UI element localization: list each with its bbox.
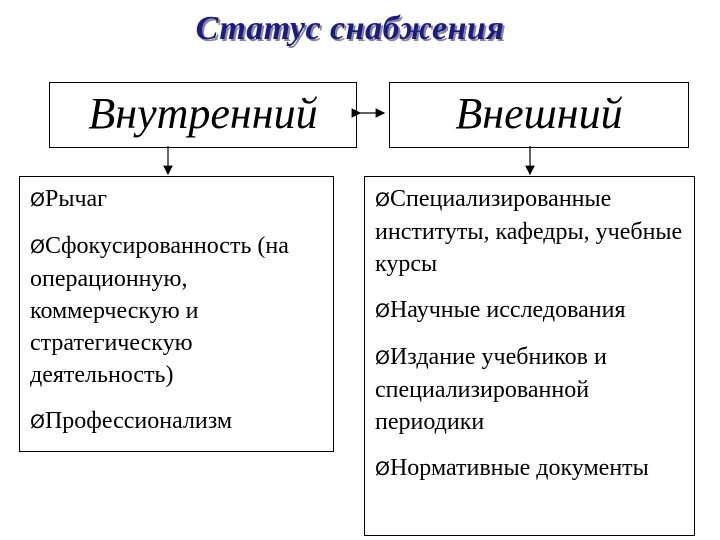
list-item: ØСпециализированные институты, кафедры, учебные курсы <box>375 186 683 277</box>
external-items-box <box>364 176 695 536</box>
bullet-arrow-icon: Ø <box>30 189 45 211</box>
list-item: ØПрофессионализм <box>30 408 233 434</box>
bullet-arrow-icon: Ø <box>375 189 390 211</box>
external-header-label: Внешний <box>455 89 623 138</box>
list-item: ØНормативные документы <box>375 455 649 481</box>
internal-header-label: Внутренний <box>88 89 318 138</box>
bullet-arrow-icon: Ø <box>30 411 45 433</box>
bullet-arrow-icon: Ø <box>375 347 390 369</box>
list-item: ØРычаг <box>30 186 108 212</box>
bullet-arrow-icon: Ø <box>375 458 390 480</box>
bullet-arrow-icon: Ø <box>375 300 390 322</box>
diagram-title: Статус снабжения <box>195 10 505 47</box>
list-item: ØИздание учебников и специализированной периодики <box>375 344 607 435</box>
internal-items-box <box>19 176 334 452</box>
bullet-arrow-icon: Ø <box>30 236 45 258</box>
list-item: ØНаучные исследования <box>375 297 626 323</box>
list-item: ØСфокусированность (на операционную, коммерческую и стратегическую деятельность) <box>30 233 289 388</box>
